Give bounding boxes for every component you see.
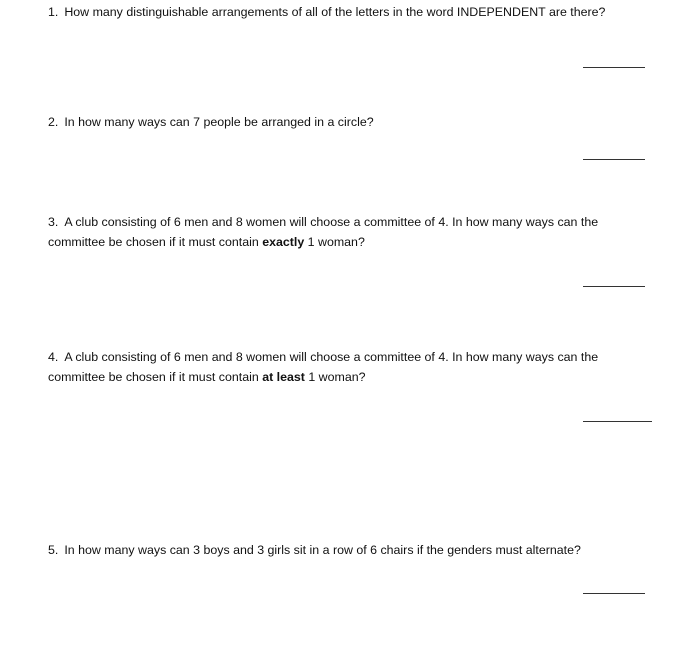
question-1 bbox=[48, 2, 648, 22]
answer-blank-2 bbox=[583, 159, 645, 160]
question-2-text: In how many ways can 7 people be arranged in a circle? bbox=[64, 115, 374, 129]
answer-blank-5 bbox=[583, 593, 645, 594]
question-3-number: 3. bbox=[48, 215, 59, 229]
question-3-text-line-2: committee be chosen if it must contain bbox=[48, 235, 263, 249]
question-5-text: In how many ways can 3 boys and 3 girls sit in a row of 6 chairs if the genders must alternate? bbox=[64, 543, 581, 557]
question-5-number: 5. bbox=[48, 543, 59, 557]
answer-blank-1 bbox=[583, 67, 645, 68]
question-3-text-line-2-end: 1 woman? bbox=[304, 235, 365, 249]
question-4-emphasis: at least bbox=[262, 370, 305, 384]
question-4-number: 4. bbox=[48, 350, 59, 364]
question-3-text-line-1: A club consisting of 6 men and 8 women will choose a committee of 4. In how many ways can the bbox=[64, 215, 599, 229]
question-2-number: 2. bbox=[48, 115, 59, 129]
answer-blank-3 bbox=[583, 286, 645, 287]
question-4-text-line-2-end: 1 woman? bbox=[304, 370, 366, 384]
question-2 bbox=[48, 112, 648, 132]
question-4-text-line-2: committee be chosen if it must contain bbox=[48, 370, 263, 384]
question-1-text: How many distinguishable arrangements of all of the letters in the word INDEPENDENT are there? bbox=[64, 5, 606, 19]
question-4 bbox=[48, 347, 648, 387]
answer-blank-4 bbox=[583, 421, 652, 422]
question-3 bbox=[48, 212, 648, 252]
question-3-emphasis: exactly bbox=[262, 235, 305, 249]
question-4-text-line-1: A club consisting of 6 men and 8 women will choose a committee of 4. In how many ways can the bbox=[64, 350, 599, 364]
question-5 bbox=[48, 540, 648, 560]
question-1-number: 1. bbox=[48, 5, 59, 19]
